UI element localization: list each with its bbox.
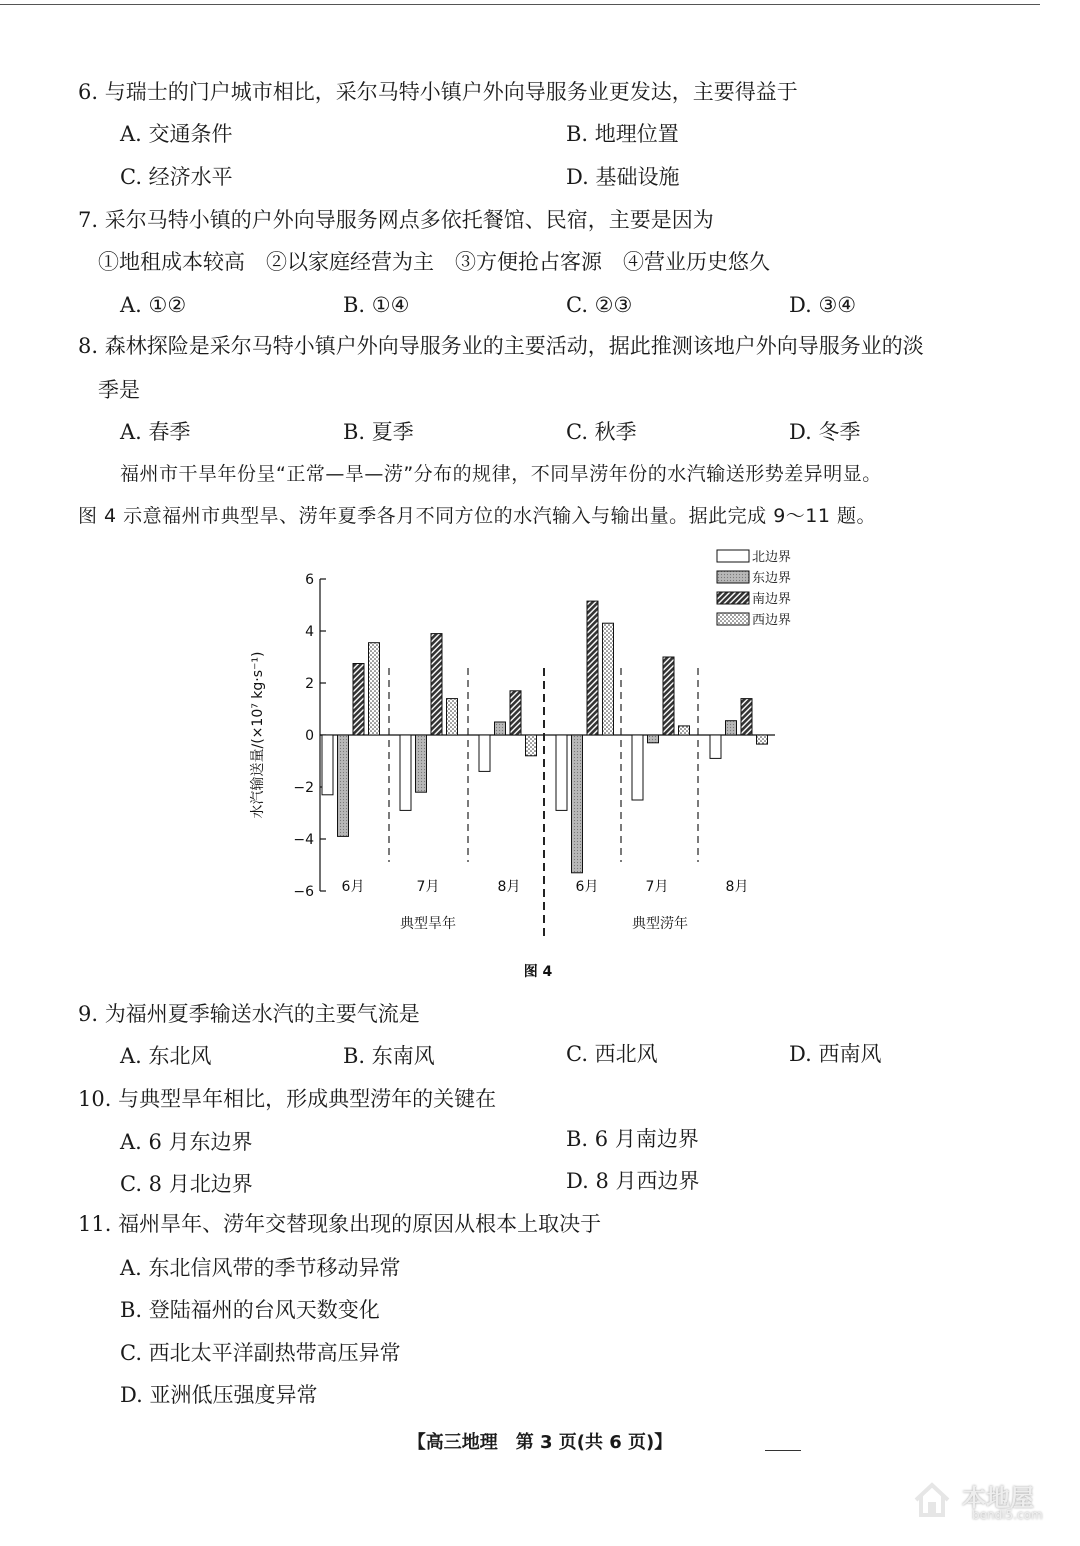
q7-stem: 7. 采尔马特小镇的户外向导服务网点多依托餐馆、民宿，主要是因为	[78, 208, 714, 232]
q6-option-c: C. 经济水平	[120, 165, 233, 189]
bar-south	[353, 664, 364, 736]
y-tick-label: −6	[293, 884, 314, 900]
bar-east	[648, 735, 659, 743]
house-icon	[912, 1480, 952, 1520]
legend-swatch-west	[717, 613, 749, 625]
bar-north	[632, 735, 643, 800]
q7-option-c: C. ②③	[566, 293, 633, 317]
y-tick-label: 4	[305, 624, 314, 640]
y-tick-label: −2	[293, 780, 314, 796]
page-footer: 【高三地理 第 3 页(共 6 页)】	[407, 1432, 673, 1453]
q11-option-a: A. 东北信风带的季节移动异常	[120, 1256, 401, 1280]
q7-option-b: B. ①④	[343, 293, 410, 317]
bar-east	[416, 735, 427, 792]
bar-north	[556, 735, 567, 810]
q6-option-b: B. 地理位置	[566, 122, 679, 146]
q11-option-b: B. 登陆福州的台风天数变化	[120, 1298, 380, 1322]
group-label-flood: 典型涝年	[632, 916, 688, 932]
q9-stem: 9. 为福州夏季输送水汽的主要气流是	[78, 1002, 420, 1026]
q9-option-b: B. 东南风	[343, 1044, 435, 1068]
q8-stem-line1: 8. 森林探险是采尔马特小镇户外向导服务业的主要活动，据此推测该地户外向导服务业的淡	[78, 334, 924, 358]
y-tick-label: 2	[305, 676, 314, 692]
q9-option-a: A. 东北风	[120, 1044, 212, 1068]
footer-underline	[765, 1450, 801, 1451]
q7-items: ①地租成本较高 ②以家庭经营为主 ③方便抢占客源 ④营业历史悠久	[98, 250, 770, 274]
bar-west	[369, 643, 380, 735]
bar-east	[572, 735, 583, 873]
x-category-label: 7月	[645, 879, 669, 895]
watermark-name: 本地屋	[962, 1484, 1034, 1512]
x-category-label: 6月	[575, 879, 599, 895]
bar-north	[322, 735, 333, 795]
legend-swatch-north	[717, 550, 749, 562]
bar-south	[741, 699, 752, 735]
q10-stem: 10. 与典型旱年相比，形成典型涝年的关键在	[78, 1087, 497, 1111]
q9-option-c: C. 西北风	[566, 1042, 658, 1066]
q11-option-d: D. 亚洲低压强度异常	[120, 1383, 318, 1407]
y-axis-label: 水汽输送量/(×10⁷ kg·s⁻¹)	[250, 651, 266, 819]
q8-option-c: C. 秋季	[566, 420, 637, 444]
group-label-drought: 典型旱年	[400, 916, 456, 932]
q10-option-a: A. 6 月东边界	[120, 1130, 253, 1154]
bar-east	[338, 735, 349, 836]
x-category-label: 8月	[725, 879, 749, 895]
bar-east	[726, 721, 737, 735]
legend-swatch-east	[717, 571, 749, 583]
q11-stem: 11. 福州旱年、涝年交替现象出现的原因从根本上取决于	[78, 1212, 602, 1236]
bar-north	[400, 735, 411, 810]
bar-west	[447, 699, 458, 735]
legend-label-south: 南边界	[752, 592, 792, 607]
bar-north	[479, 735, 490, 771]
bar-west	[757, 735, 768, 744]
bar-south	[587, 601, 598, 735]
bar-south	[663, 657, 674, 735]
legend-label-north: 北边界	[752, 550, 792, 565]
water-vapor-chart	[240, 540, 840, 985]
y-tick-label: −4	[293, 832, 314, 848]
bar-east	[495, 722, 506, 735]
q7-option-a: A. ①②	[120, 293, 187, 317]
q10-option-c: C. 8 月北边界	[120, 1172, 253, 1196]
q6-option-d: D. 基础设施	[566, 165, 680, 189]
legend	[717, 549, 791, 628]
figure-caption: 图 4	[523, 964, 553, 980]
bar-south	[431, 634, 442, 735]
q8-stem-line2: 季是	[98, 378, 140, 402]
x-category-label: 6月	[341, 879, 365, 895]
bar-west	[679, 726, 690, 735]
watermark-url: bendi5.com	[972, 1508, 1043, 1522]
q10-option-d: D. 8 月西边界	[566, 1169, 700, 1193]
legend-label-east: 东边界	[752, 571, 792, 586]
bar-north	[710, 735, 721, 758]
top-rule	[0, 4, 1040, 5]
bar-west	[526, 735, 537, 756]
q6-option-a: A. 交通条件	[120, 122, 233, 146]
q8-option-b: B. 夏季	[343, 420, 414, 444]
bar-south	[510, 691, 521, 735]
x-category-label: 7月	[416, 879, 440, 895]
y-tick-label: 0	[305, 728, 314, 744]
x-category-label: 8月	[497, 879, 521, 895]
q8-option-d: D. 冬季	[789, 420, 861, 444]
q6-stem: 6. 与瑞士的门户城市相比，采尔马特小镇户外向导服务业更发达，主要得益于	[78, 80, 798, 104]
q11-option-c: C. 西北太平洋副热带高压异常	[120, 1341, 401, 1365]
material-intro-line2: 图 4 示意福州市典型旱、涝年夏季各月不同方位的水汽输入与输出量。据此完成 9～11 题。	[78, 505, 877, 527]
y-tick-label: 6	[305, 572, 314, 588]
watermark	[912, 1478, 1062, 1524]
q9-option-d: D. 西南风	[789, 1042, 882, 1066]
material-intro-line1: 福州市干旱年份呈“正常—旱—涝”分布的规律，不同旱涝年份的水汽输送形势差异明显。	[120, 463, 882, 485]
bar-west	[603, 623, 614, 735]
legend-swatch-south	[717, 592, 749, 604]
legend-label-west: 西边界	[752, 613, 792, 628]
q7-option-d: D. ③④	[789, 293, 857, 317]
q10-option-b: B. 6 月南边界	[566, 1127, 699, 1151]
q8-option-a: A. 春季	[120, 420, 191, 444]
